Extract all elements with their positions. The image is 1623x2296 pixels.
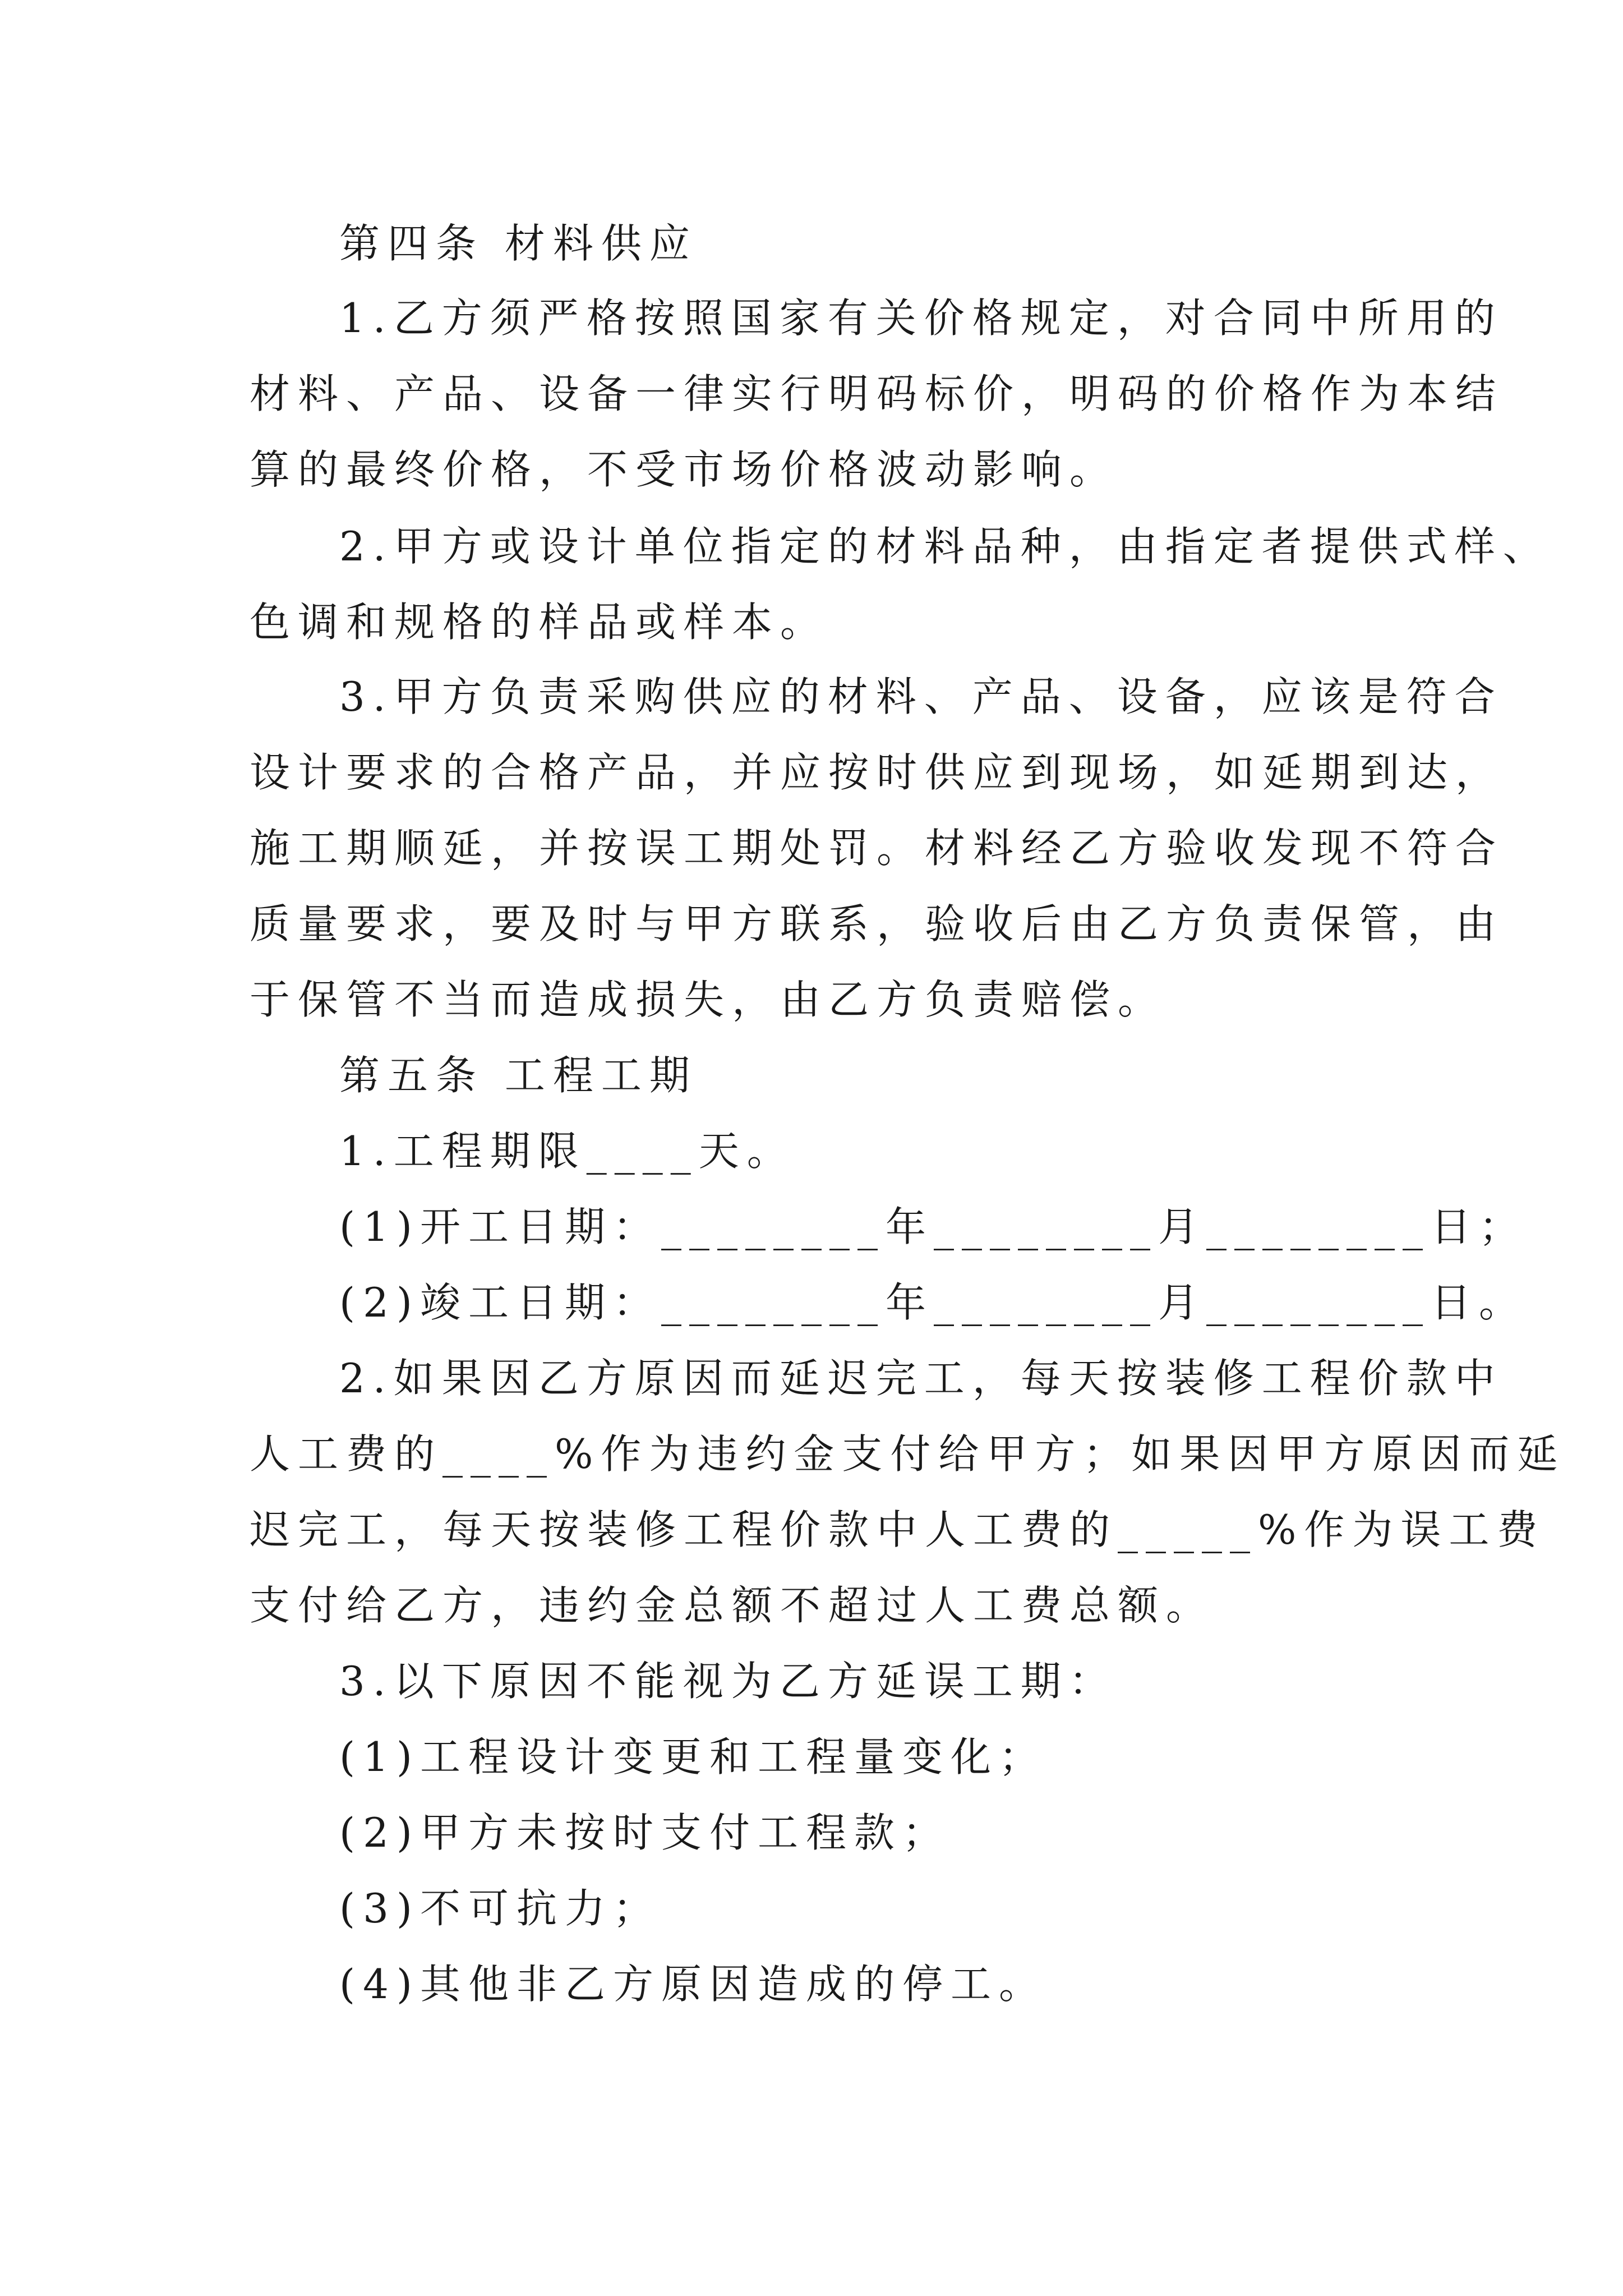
article5-heading: 第五条 工程工期 bbox=[339, 1052, 698, 1099]
list-item: (1)工程设计变更和工程量变化； bbox=[339, 1733, 1047, 1780]
article5-p1: 1.工程期限____天。 bbox=[339, 1128, 795, 1175]
article4-p3-line3: 施工期顺延，并按误工期处罚。材料经乙方验收发现不符合 bbox=[250, 825, 1504, 872]
article4-p1-line1: 1.乙方须严格按照国家有关价格规定，对合同中所用的 bbox=[339, 295, 1503, 342]
article5-p3: 3.以下原因不能视为乙方延误工期： bbox=[339, 1658, 1117, 1705]
list-item: (2)甲方未按时支付工程款； bbox=[339, 1809, 951, 1856]
article5-p2-line2: 人工费的____%作为违约金支付给甲方；如果因甲方原因而延 bbox=[250, 1430, 1566, 1478]
article5-p2-line1: 2.如果因乙方原因而延迟完工，每天按装修工程价款中 bbox=[339, 1355, 1503, 1402]
article4-p2-line1: 2.甲方或设计单位指定的材料品种，由指定者提供式样、 bbox=[339, 523, 1551, 570]
article4-p3-line1: 3.甲方负责采购供应的材料、产品、设备，应该是符合 bbox=[339, 673, 1503, 720]
list-item: (3)不可抗力； bbox=[339, 1885, 661, 1932]
list-item: (4)其他非乙方原因造成的停工。 bbox=[339, 1961, 1047, 2008]
article4-p3-line2: 设计要求的合格产品，并应按时供应到现场，如延期到达， bbox=[250, 749, 1504, 796]
start-date-line: (1)开工日期：________年________月________日； bbox=[339, 1203, 1527, 1250]
end-date-line: (2)竣工日期：________年________月________日。 bbox=[339, 1279, 1527, 1326]
article5-p2-line3: 迟完工，每天按装修工程价款中人工费的_____%作为误工费 bbox=[250, 1506, 1546, 1553]
article4-p1-line3: 算的最终价格，不受市场价格波动影响。 bbox=[250, 446, 1118, 493]
article4-p1-line2: 材料、产品、设备一律实行明码标价，明码的价格作为本结 bbox=[250, 370, 1504, 417]
article4-p3-line5: 于保管不当而造成损失，由乙方负责赔偿。 bbox=[250, 976, 1166, 1023]
article4-heading: 第四条 材料供应 bbox=[339, 220, 698, 267]
article5-p2-line4: 支付给乙方，违约金总额不超过人工费总额。 bbox=[250, 1582, 1215, 1629]
article4-p3-line4: 质量要求，要及时与甲方联系，验收后由乙方负责保管，由 bbox=[250, 900, 1504, 947]
article4-p2-line2: 色调和规格的样品或样本。 bbox=[250, 599, 829, 646]
